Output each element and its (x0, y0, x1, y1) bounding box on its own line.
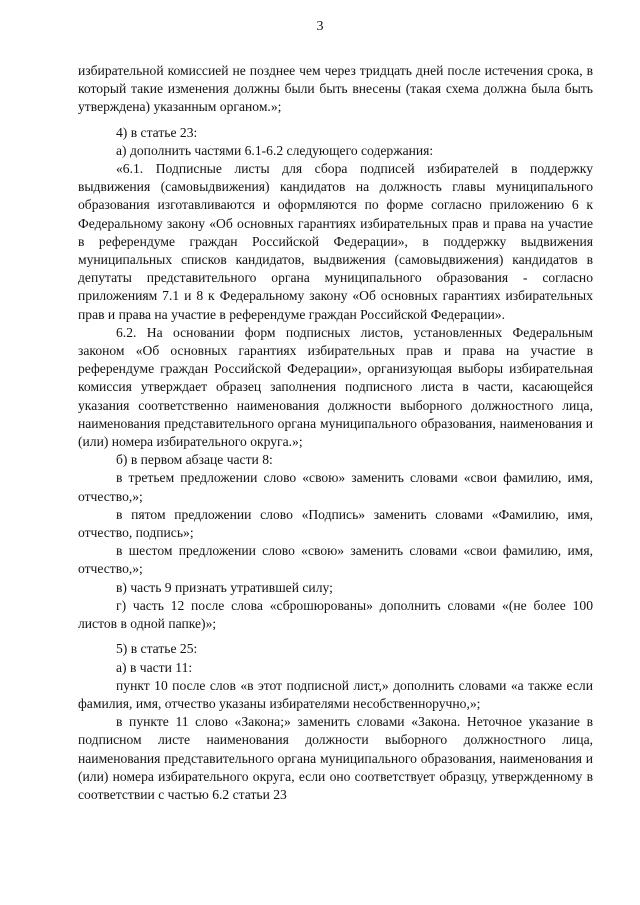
paragraph-sixth-sentence: в шестом предложении слово «свою» заменить словами «свои фамилию, имя, отчество,»; (78, 543, 593, 577)
paragraph-fifth-sentence: в пятом предложении слово «Подпись» заменить словами «Фамилию, имя, отчество, подпись»; (78, 506, 593, 541)
paragraph-item-5: 5) в статье 25: (116, 641, 198, 657)
paragraph-sub-g: г) часть 12 после слова «сброшюрованы» дополнить словами «(не более 100 листов в одной папке)»; (78, 597, 593, 632)
paragraph-sub-a: а) дополнить частями 6.1-6.2 следующего содержания: (116, 142, 434, 158)
paragraph-sub-b: б) в первом абзаце части 8: (116, 452, 273, 468)
paragraph-sub-v: в) часть 9 признать утратившей силу; (116, 579, 333, 595)
paragraph-third-sentence: в третьем предложении слово «свою» заменить словами «свои фамилию, имя, отчество,»; (78, 470, 593, 504)
paragraph-continuation: избирательной комиссией не позднее чем через тридцать дней после истечения срока, в который такие изменения должны были быть внесены (такая схема должна была быть утверждена) указанным органом.»; (78, 63, 593, 115)
paragraph-point-11: в пункте 11 слово «Закона;» заменить словами «Закона. Неточное указание в подписном листе наименования должности выборного должностного лица, наименования представительного органа муниципального образования, наименования и (или) номера избирательного округа, если оно соответствует образцу, утвержденному в соответствии с частью 6.2 статьи 23 (78, 714, 593, 802)
paragraph-6-2: 6.2. На основании форм подписных листов, установленных Федеральным законом «Об основных гарантиях избирательных прав и права на участие в референдуме граждан Российской Федерации», организующая выборы избирательная комиссия утверждает образец заполнения подписного листа в части, касающейся указания соответственно наименования должности выборного должностного лица, наименования представительного органа муниципального образования, наименования и (или) номера избирательного округа.»; (78, 324, 593, 450)
page-number: 3 (316, 19, 324, 34)
paragraph-item-4: 4) в статье 23: (116, 124, 198, 140)
paragraph-sub-a-part-11: а) в части 11: (116, 659, 193, 675)
paragraph-point-10: пункт 10 после слов «в этот подписной лист,» дополнить словами «а также если фамилия, имя, отчество указаны избирателями несобственноручно,»; (78, 677, 593, 711)
document-body (78, 62, 593, 804)
paragraph-6-1: «6.1. Подписные листы для сбора подписей избирателей в поддержку выдвижения (самовыдвижения) кандидатов на должность главы муниципального образования изготавливаются и оформляются по форме согласно приложению 6 к Федеральному закону «Об основных гарантиях избирательных прав и права на участие в референдуме граждан Российской Федерации», в поддержку выдвижения муниципальных списков кандидатов, выдвижения (самовыдвижения) кандидатов в депутаты представительного органа муниципального образования - согласно приложениям 7.1 и 8 к Федеральному закону «Об основных гарантиях избирательных прав и права на участие в референдуме граждан Российской Федерации». (78, 161, 593, 322)
